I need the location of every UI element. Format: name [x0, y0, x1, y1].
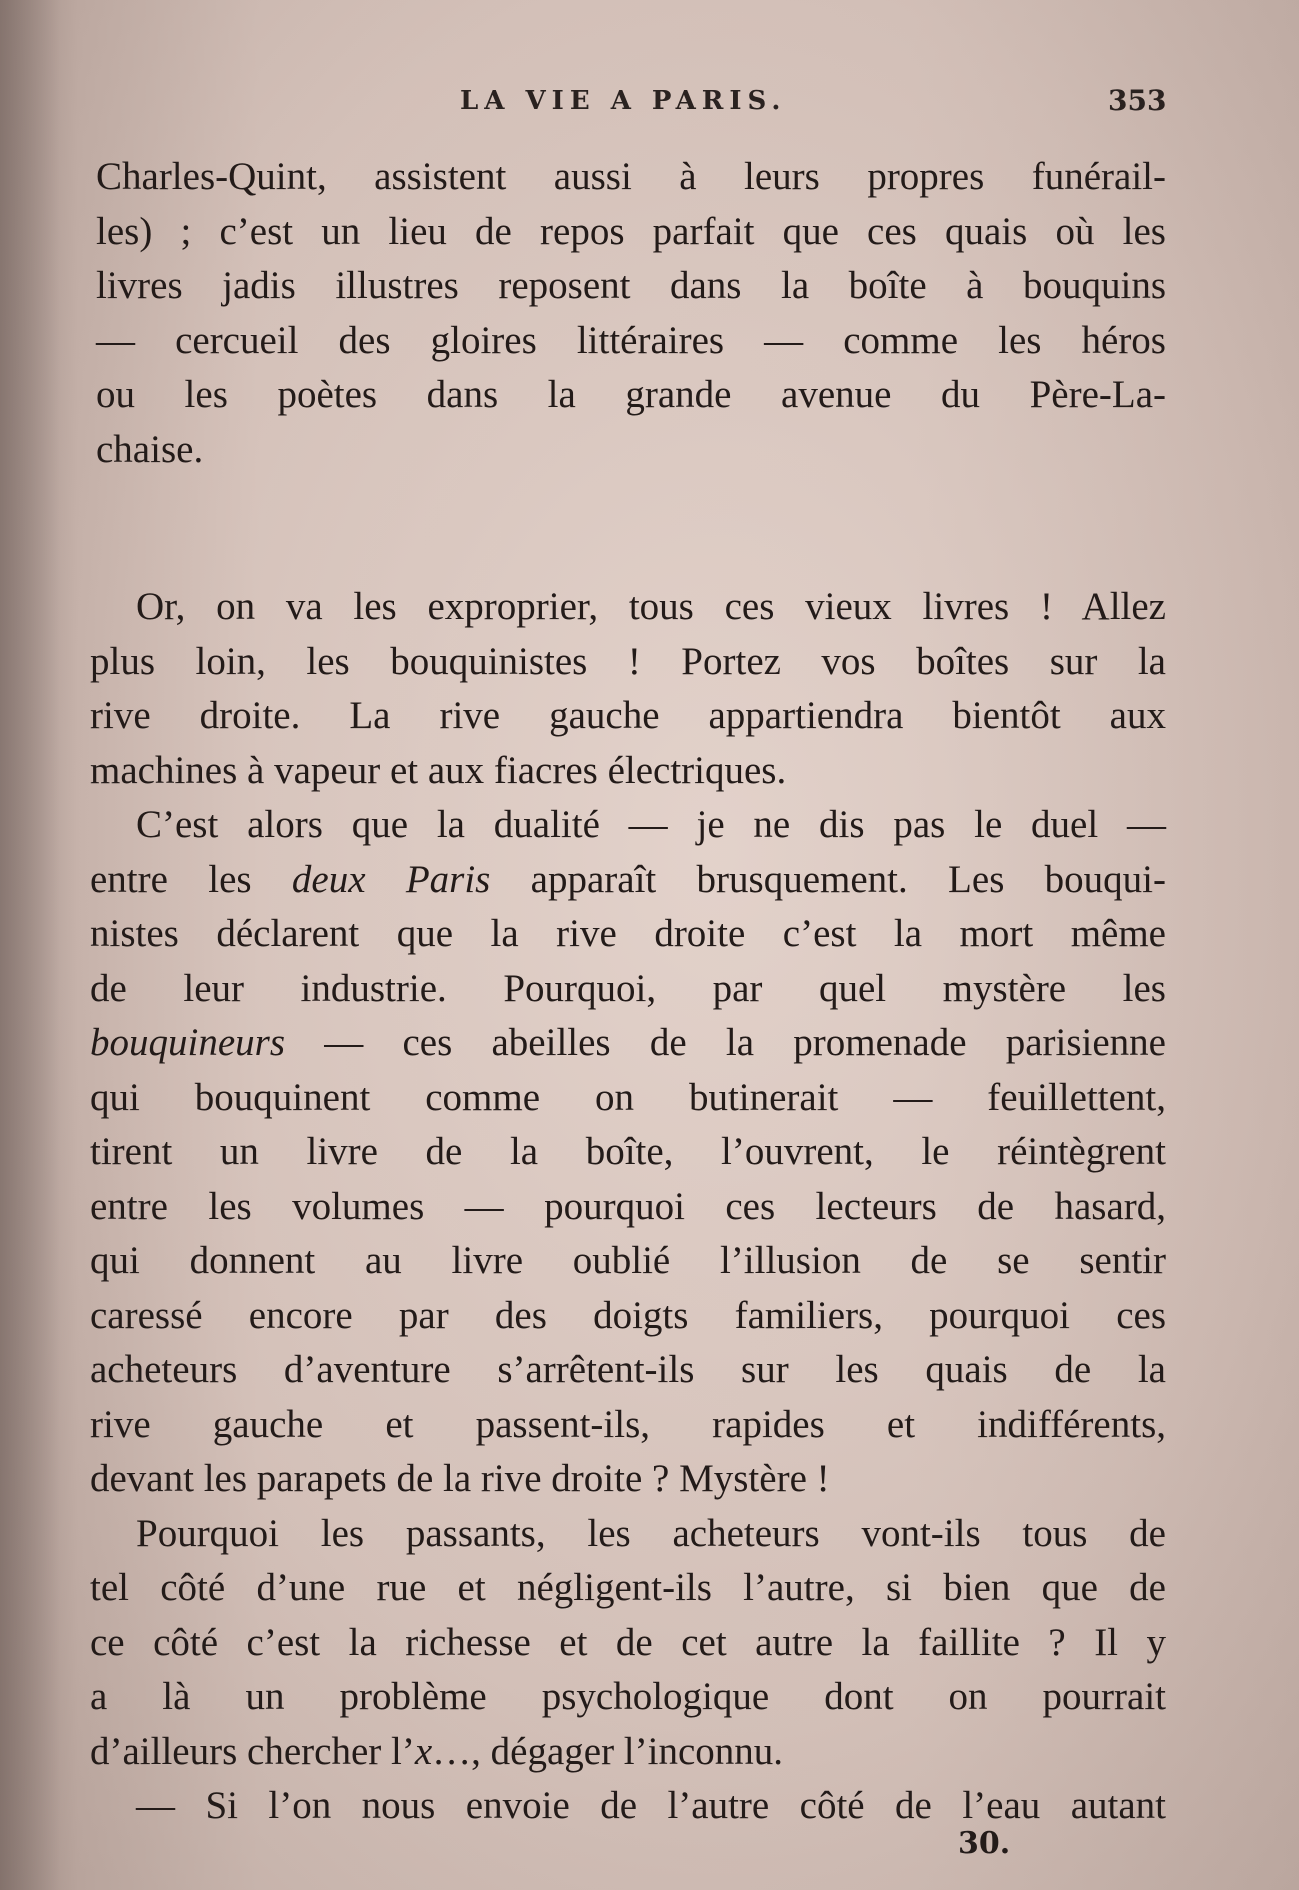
text-line: tirent un livre de la boîte, l’ouvrent, le réintègrent	[90, 1130, 1166, 1173]
text-line: livres jadis illustres reposent dans la boîte à bouquins	[96, 264, 1166, 307]
text-line: — Si l’on nous envoie de l’autre côté de l’eau autant	[136, 1784, 1166, 1827]
text-line	[90, 853, 1166, 908]
text-line: a là un problème psychologique dont on pourrait	[90, 1675, 1166, 1718]
text-line: de leur industrie. Pourquoi, par quel mystère les	[90, 966, 1166, 1010]
text-line: machines à vapeur et aux fiacres électriques.	[90, 748, 787, 792]
text-line: chaise.	[96, 427, 204, 471]
text-line: nistes déclarent que la rive droite c’est la mort même	[90, 912, 1166, 955]
page-number: 353	[1108, 84, 1167, 117]
text-segment: — ces abeilles de la promenade parisienne	[285, 1021, 1166, 1064]
text-line: — cercueil des gloires littéraires — comme les héros	[96, 318, 1166, 362]
text-segment: d’ailleurs chercher l’	[90, 1729, 415, 1773]
signature-mark: 30.	[958, 1826, 1011, 1861]
text-segment: entre les	[90, 857, 292, 901]
text-line: caressé encore par des doigts familiers, pourquoi ces	[90, 1293, 1166, 1337]
paragraph-section	[90, 580, 1166, 1834]
paragraph-continuation	[96, 150, 1166, 477]
text-line: rive droite. La rive gauche appartiendra bientôt aux	[90, 694, 1166, 737]
text-line: C’est alors que la dualité — je ne dis pas le duel —	[136, 803, 1166, 846]
text-line: les) ; c’est un lieu de repos parfait que ces quais où les	[96, 209, 1166, 253]
text-line	[90, 1016, 1166, 1071]
text-line: tel côté d’une rue et négligent-ils l’autre, si bien que de	[90, 1566, 1166, 1609]
running-title: LA VIE A PARIS.	[460, 86, 787, 116]
italic-phrase: deux Paris	[291, 857, 491, 901]
text-line: acheteurs d’aventure s’arrêtent-ils sur les quais de la	[90, 1348, 1166, 1391]
text-line: qui bouquinent comme on butinerait — feuillettent,	[90, 1075, 1166, 1119]
text-line: Charles-Quint, assistent aussi à leurs propres funérail-	[96, 155, 1166, 198]
text-line: plus loin, les bouquinistes ! Portez vos boîtes sur la	[90, 639, 1166, 683]
text-line	[90, 1725, 1166, 1780]
text-line: Or, on va les exproprier, tous ces vieux livres ! Allez	[136, 585, 1166, 628]
page-gutter-shadow	[0, 0, 60, 1890]
text-line: qui donnent au livre oublié l’illusion de se sentir	[90, 1239, 1166, 1282]
italic-variable: x	[414, 1729, 433, 1773]
text-segment: apparaît brusquement. Les bouqui-	[490, 857, 1167, 901]
text-segment: …, dégager l’inconnu.	[432, 1729, 784, 1773]
text-line: Pourquoi les passants, les acheteurs vont-ils tous de	[136, 1511, 1166, 1555]
text-line: entre les volumes — pourquoi ces lecteurs de hasard,	[90, 1184, 1166, 1228]
text-line: ce côté c’est la richesse et de cet autre la faillite ? Il y	[90, 1620, 1166, 1664]
text-line: devant les parapets de la rive droite ? Mystère !	[90, 1457, 830, 1500]
text-line: ou les poètes dans la grande avenue du Père-La-	[96, 373, 1166, 416]
text-line: rive gauche et passent-ils, rapides et indifférents,	[90, 1402, 1166, 1446]
italic-phrase: bouquineurs	[90, 1021, 285, 1064]
